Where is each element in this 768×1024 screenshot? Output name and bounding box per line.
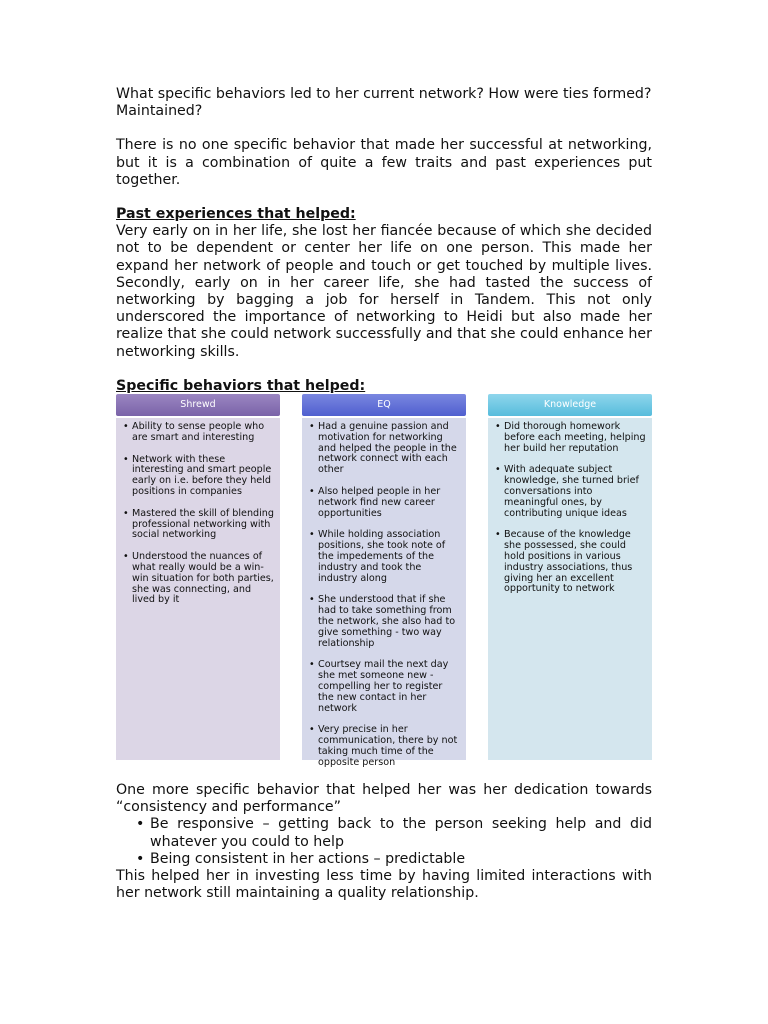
column-body [302, 418, 466, 768]
column-list [122, 422, 274, 606]
past-experiences-text: Very early on in her life, she lost her fiancée because of which she decided not to be dependent or center her life on one person. This made her expand her network of people and touch or get touched by multiple lives. Secondly, early on in her career life, she had tasted the success of networking by bagging a job for herself in Tandem. This not only underscored the importance of networking to Heidi but also made her realize that she could network successfully and that she could enhance her networking skills. [116, 223, 652, 360]
list-item: • She understood that if she had to take something from the network, she also had to give something - two way relationship [308, 595, 460, 649]
list-item: • Mastered the skill of blending professional networking with social networking [122, 509, 274, 541]
list-item: • Had a genuine passion and motivation for networking and helped the people in the network connect with each other [308, 422, 460, 476]
behaviors-diagram [116, 394, 652, 768]
column-body [488, 418, 652, 760]
list-item: • With adequate subject knowledge, she turned brief conversations into meaningful ones, by contributing unique ideas [494, 465, 646, 519]
column-header: Knowledge [488, 394, 652, 416]
final-text: This helped her in investing less time by having limited interactions with her network still maintaining a quality relationship. [116, 868, 652, 902]
list-item: • Very precise in her communication, there by not taking much time of the opposite person [308, 725, 460, 768]
past-experiences-heading: Past experiences that helped: [116, 206, 356, 223]
list-item: • While holding association positions, she took note of the impedements of the industry and took the industry along [308, 530, 460, 584]
list-item: • Network with these interesting and smart people early on i.e. before they held positions in companies [122, 455, 274, 498]
column-eq [302, 394, 466, 768]
column-knowledge [488, 394, 652, 760]
list-item: • Courtsey mail the next day she met someone new - compelling her to register the new contact in her network [308, 660, 460, 714]
list-item: • Did thorough homework before each meeting, helping her build her reputation [494, 422, 646, 454]
question-text: What specific behaviors led to her current network? How were ties formed? Maintained? [116, 86, 652, 120]
column-list [308, 422, 460, 769]
column-shrewd [116, 394, 280, 760]
column-list [494, 422, 646, 595]
list-item: • Ability to sense people who are smart and interesting [122, 422, 274, 444]
closing-bullets [116, 816, 652, 868]
column-body [116, 418, 280, 760]
list-item: • Being consistent in her actions – predictable [116, 851, 652, 868]
document-body [116, 86, 652, 395]
column-header: EQ [302, 394, 466, 416]
list-item: • Also helped people in her network find new career opportunities [308, 487, 460, 519]
answer-text: There is no one specific behavior that made her successful at networking, but it is a combination of quite a few traits and past experiences put together. [116, 137, 652, 188]
list-item: • Be responsive – getting back to the person seeking help and did whatever you could to help [116, 816, 652, 850]
closing-text: One more specific behavior that helped her was her dedication towards “consistency and performance” [116, 782, 652, 816]
column-header: Shrewd [116, 394, 280, 416]
list-item: • Understood the nuances of what really would be a win-win situation for both parties, she was connecting, and lived by it [122, 552, 274, 606]
specific-behaviors-heading: Specific behaviors that helped: [116, 377, 366, 394]
list-item: • Because of the knowledge she possessed, she could hold positions in various industry associations, thus giving her an excellent opportunity to network [494, 530, 646, 595]
closing-section [116, 782, 652, 902]
